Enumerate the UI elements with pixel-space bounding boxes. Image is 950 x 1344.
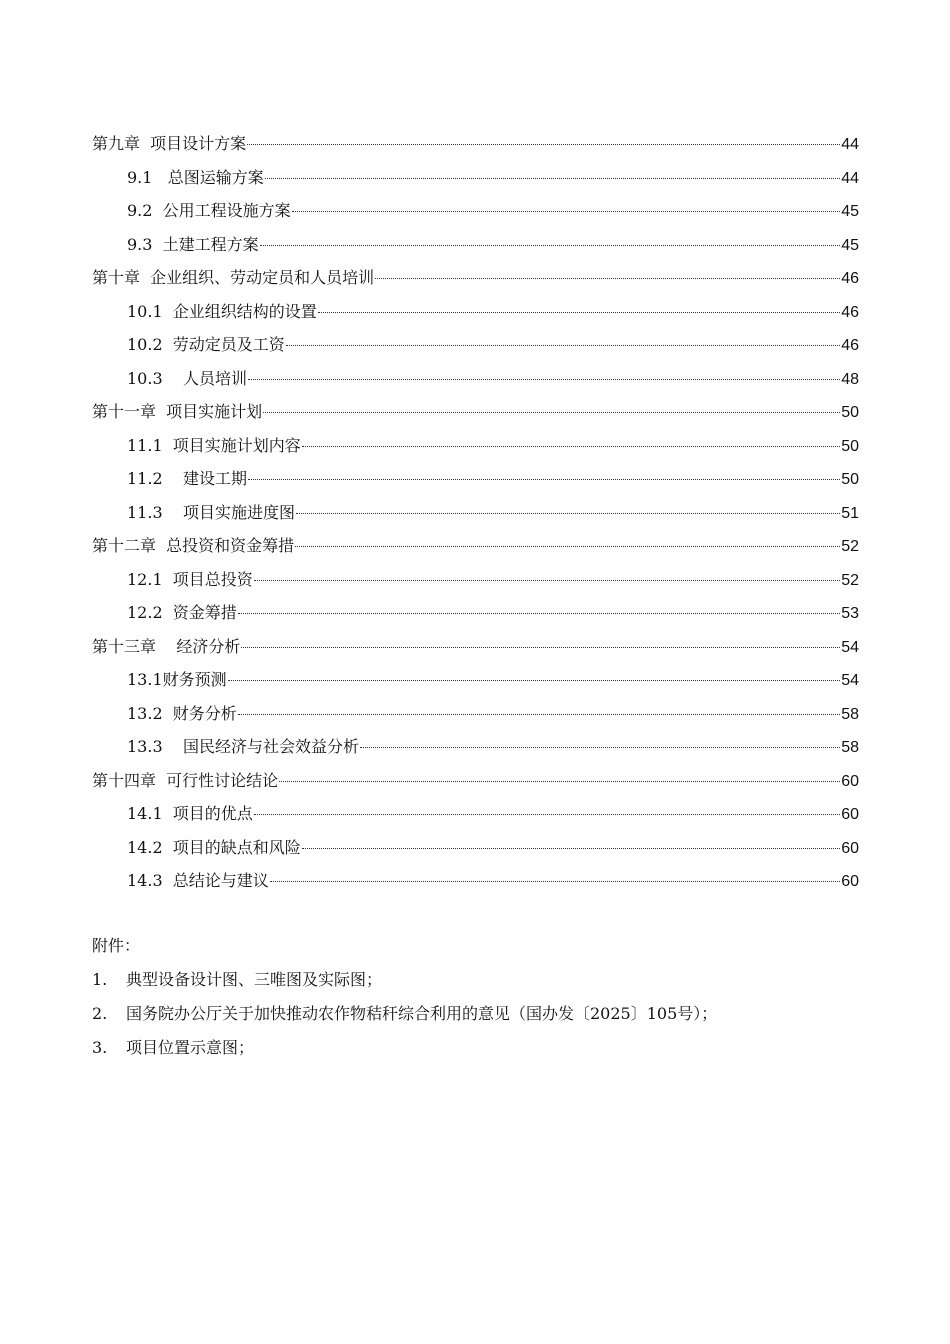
toc-entry-13-1[interactable] xyxy=(92,663,859,697)
toc-entry-11-2[interactable] xyxy=(92,462,859,496)
toc-entry-title: 第十三章 经济分析 xyxy=(92,636,241,656)
toc-entry-14-1[interactable] xyxy=(92,797,859,831)
toc-page-number: 60 xyxy=(841,806,859,823)
attachment-number: 1. xyxy=(92,970,108,989)
toc-dot-leader xyxy=(228,680,841,681)
toc-entry-title: 14.1 项目的优点 xyxy=(127,804,253,823)
table-of-contents xyxy=(92,127,859,898)
toc-page-number: 50 xyxy=(841,471,859,488)
toc-page-number: 60 xyxy=(841,839,859,857)
toc-page-number: 51 xyxy=(841,504,859,522)
toc-dot-leader xyxy=(247,144,840,145)
toc-page-number: 52 xyxy=(841,571,859,589)
toc-entry-chapter-12[interactable] xyxy=(92,529,859,563)
toc-dot-leader xyxy=(286,345,840,346)
toc-page-number: 50 xyxy=(841,404,859,421)
toc-entry-13-3[interactable] xyxy=(92,730,859,764)
toc-dot-leader xyxy=(302,446,840,447)
toc-page-number: 60 xyxy=(841,873,859,890)
attachment-item xyxy=(92,1031,872,1065)
toc-dot-leader xyxy=(238,714,840,715)
toc-entry-12-2[interactable] xyxy=(92,596,859,630)
toc-entry-10-1[interactable] xyxy=(92,295,859,329)
attachment-number: 2. xyxy=(92,1004,108,1023)
toc-dot-leader xyxy=(248,379,840,380)
toc-entry-chapter-14[interactable] xyxy=(92,764,859,798)
toc-entry-title: 13.1财务预测 xyxy=(127,670,227,689)
toc-entry-title: 12.1 项目总投资 xyxy=(127,569,253,589)
toc-entry-10-2[interactable] xyxy=(92,328,859,362)
toc-page-number: 54 xyxy=(841,672,859,689)
toc-entry-title: 14.2 项目的缺点和风险 xyxy=(127,837,301,857)
toc-page-number: 46 xyxy=(841,303,859,321)
attachment-item xyxy=(92,997,872,1031)
toc-entry-9-3[interactable] xyxy=(92,228,859,262)
toc-dot-leader xyxy=(375,278,840,279)
attachment-text: 国务院办公厅关于加快推动农作物秸秆综合利用的意见（国办发〔2025〕105号）； xyxy=(126,1004,718,1023)
toc-entry-11-3[interactable] xyxy=(92,496,859,530)
toc-page-number: 54 xyxy=(841,638,859,656)
toc-page-number: 58 xyxy=(841,739,859,756)
toc-entry-chapter-9[interactable] xyxy=(92,127,859,161)
toc-page-number: 50 xyxy=(841,437,859,455)
toc-entry-title: 11.3 项目实施进度图 xyxy=(127,502,295,522)
toc-dot-leader xyxy=(260,245,841,246)
toc-page-number: 48 xyxy=(841,370,859,388)
toc-entry-title: 9.2 公用工程设施方案 xyxy=(127,201,291,220)
toc-entry-title: 14.3 总结论与建议 xyxy=(127,871,269,890)
toc-entry-title: 第十一章 项目实施计划 xyxy=(92,402,263,421)
toc-page-number: 52 xyxy=(841,538,859,555)
toc-entry-14-2[interactable] xyxy=(92,831,859,865)
toc-entry-chapter-10[interactable] xyxy=(92,261,859,295)
toc-dot-leader xyxy=(270,881,840,882)
toc-dot-leader xyxy=(360,747,840,748)
toc-entry-title: 第九章 项目设计方案 xyxy=(92,134,247,153)
toc-entry-title: 第十章 企业组织、劳动定员和人员培训 xyxy=(92,268,375,287)
toc-entry-title: 10.3 人员培训 xyxy=(127,368,247,388)
toc-entry-13-2[interactable] xyxy=(92,697,859,731)
toc-entry-title: 第十二章 总投资和资金筹措 xyxy=(92,536,295,555)
toc-entry-title: 9.1 总图运输方案 xyxy=(127,167,264,187)
toc-entry-title: 10.2 劳动定员及工资 xyxy=(127,335,285,354)
toc-entry-title: 11.1 项目实施计划内容 xyxy=(127,435,301,455)
toc-entry-chapter-13[interactable] xyxy=(92,630,859,664)
toc-entry-12-1[interactable] xyxy=(92,563,859,597)
toc-dot-leader xyxy=(265,178,840,179)
toc-entry-title: 13.2 财务分析 xyxy=(127,703,237,723)
toc-dot-leader xyxy=(263,412,840,413)
attachment-item xyxy=(92,963,872,997)
toc-page-number: 44 xyxy=(841,136,859,153)
toc-entry-9-2[interactable] xyxy=(92,194,859,228)
toc-dot-leader xyxy=(302,848,840,849)
toc-page-number: 53 xyxy=(841,605,859,622)
toc-page-number: 58 xyxy=(841,705,859,723)
toc-dot-leader xyxy=(295,546,840,547)
attachments-section xyxy=(92,929,872,1065)
toc-dot-leader xyxy=(241,647,840,648)
toc-dot-leader xyxy=(318,312,840,313)
toc-entry-title: 13.3 国民经济与社会效益分析 xyxy=(127,737,359,756)
attachments-heading: 附件： xyxy=(92,936,141,955)
toc-page-number: 45 xyxy=(841,203,859,220)
toc-dot-leader xyxy=(296,513,840,514)
toc-entry-title: 10.1 企业组织结构的设置 xyxy=(127,301,317,321)
toc-entry-title: 11.2 建设工期 xyxy=(127,469,247,488)
toc-dot-leader xyxy=(279,781,840,782)
toc-entry-10-3[interactable] xyxy=(92,362,859,396)
toc-page-number: 46 xyxy=(841,337,859,354)
toc-entry-chapter-11[interactable] xyxy=(92,395,859,429)
toc-page-number: 45 xyxy=(841,236,859,254)
toc-dot-leader xyxy=(254,580,840,581)
toc-entry-14-3[interactable] xyxy=(92,864,859,898)
toc-entry-title: 第十四章 可行性讨论结论 xyxy=(92,770,279,790)
toc-entry-title: 12.2 资金筹措 xyxy=(127,603,237,622)
toc-dot-leader xyxy=(238,613,840,614)
toc-page-number: 60 xyxy=(841,772,859,790)
toc-page-number: 44 xyxy=(841,169,859,187)
attachment-text: 典型设备设计图、三唯图及实际图； xyxy=(126,970,383,989)
toc-entry-11-1[interactable] xyxy=(92,429,859,463)
toc-dot-leader xyxy=(254,814,840,815)
toc-dot-leader xyxy=(248,479,840,480)
toc-page-number: 46 xyxy=(841,270,859,287)
attachment-text: 项目位置示意图； xyxy=(126,1038,255,1057)
toc-entry-title: 9.3 土建工程方案 xyxy=(127,234,259,254)
toc-dot-leader xyxy=(292,211,841,212)
attachment-number: 3. xyxy=(92,1038,108,1057)
toc-entry-9-1[interactable] xyxy=(92,161,859,195)
